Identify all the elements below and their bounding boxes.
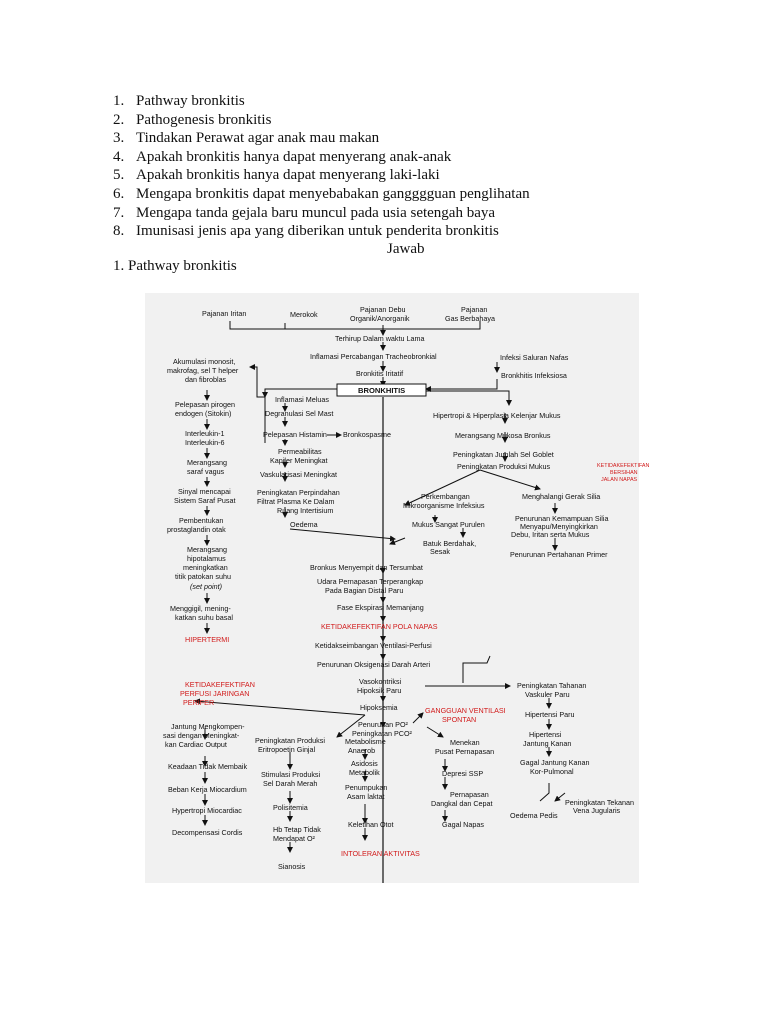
section-title: 1. Pathway bronkitis bbox=[113, 258, 237, 274]
label-midleft-0: Inflamasi Meluas bbox=[275, 395, 329, 404]
label-center-13: SPONTAN bbox=[442, 715, 477, 724]
question-item bbox=[113, 92, 530, 111]
label-bronkhitis: BRONKHITIS bbox=[358, 386, 406, 395]
label-bm-0: Peningkatan Produksi bbox=[255, 736, 325, 745]
label-right-2: Peningkatan Jumlah Sel Goblet bbox=[453, 450, 554, 459]
label-hipertermi: HIPERTERMI bbox=[185, 635, 230, 644]
label-bl-5: kan Cardiac Output bbox=[165, 740, 227, 749]
label-midleft-8: Filtrat Plasma Ke Dalam bbox=[257, 497, 335, 506]
question-number: 7. bbox=[113, 204, 125, 221]
label-bm-18: Depresi SSP bbox=[442, 769, 484, 778]
label-merokok: Merokok bbox=[290, 310, 318, 319]
label-br-8: Vena Jugularis bbox=[573, 806, 621, 815]
label-pajanan-iritan: Pajanan Iritan bbox=[202, 309, 247, 318]
label-left-14: hipotalamus bbox=[187, 554, 226, 563]
label-center-0: Bronkus Menyempit dan Tersumbat bbox=[310, 563, 423, 572]
question-number: 3. bbox=[113, 130, 125, 147]
label-left-11: Pembentukan bbox=[179, 516, 224, 525]
label-midleft-7: Peningkatan Perpindahan bbox=[257, 488, 340, 497]
label-bronkitis-infeksiosa: Bronkhitis Infeksiosa bbox=[501, 371, 567, 380]
label-right-13: Penurunan Kemampuan Silia bbox=[515, 514, 609, 523]
question-number: 4. bbox=[113, 148, 125, 165]
label-right-5: BERSIHAN bbox=[610, 470, 638, 476]
label-left-17: (set point) bbox=[190, 582, 222, 591]
label-bronkitis-iritatif: Bronkitis Iritatif bbox=[356, 369, 404, 378]
label-bm-20: Dangkal dan Cepat bbox=[431, 799, 493, 808]
question-item bbox=[113, 204, 530, 223]
label-bm-2: Stimulasi Produksi bbox=[261, 770, 321, 779]
label-right-6: JALAN NAPAS bbox=[601, 477, 638, 483]
answer-heading: Jawab bbox=[387, 241, 425, 257]
label-terhirup: Terhirup Dalam waktu Lama bbox=[335, 334, 425, 343]
label-right-15: Debu, Iritan serta Mukus bbox=[511, 530, 590, 539]
question-text: Apakah bronkitis hanya dapat menyerang laki-laki bbox=[136, 167, 440, 184]
label-bm-14: Keletihan Otot bbox=[348, 820, 394, 829]
label-bl-1: PERFUSI JARINGAN bbox=[180, 689, 250, 698]
label-right-12: Menghalangi Gerak Silia bbox=[522, 492, 601, 501]
label-left-18: Menggigil, mening- bbox=[170, 604, 231, 613]
label-bm-4: Polisitemia bbox=[273, 803, 308, 812]
label-midleft-9: Ruang Intertisium bbox=[277, 506, 334, 515]
label-bl-4: sasi dengan Meningkat- bbox=[163, 731, 240, 740]
question-item bbox=[113, 222, 530, 241]
label-pajanan-debu-2: Organik/Anorganik bbox=[350, 314, 410, 323]
label-left-19: katkan suhu basal bbox=[175, 613, 233, 622]
label-right-9: Mukus Sangat Purulen bbox=[412, 520, 485, 529]
label-left-6: Interleukin-6 bbox=[185, 438, 225, 447]
label-center-6: Penurunan Oksigenasi Darah Arteri bbox=[317, 660, 431, 669]
label-left-13: Merangsang bbox=[187, 545, 227, 554]
label-left-16: titik patokan suhu bbox=[175, 572, 231, 581]
label-bl-0: KETIDAKEFEKTIFAN bbox=[185, 680, 255, 689]
label-br-2: Hipertensi Paru bbox=[525, 710, 575, 719]
label-bl-2: PERIFER bbox=[183, 698, 215, 707]
label-bl-7: Beban Kerja Miocardium bbox=[168, 785, 247, 794]
label-left-7: Merangsang bbox=[187, 458, 227, 467]
label-center-12: GANGGUAN VENTILASI bbox=[425, 706, 506, 715]
label-bm-5: Hb Tetap Tidak bbox=[273, 825, 321, 834]
label-center-7: Vasokontriksi bbox=[359, 677, 402, 686]
label-bl-6: Keadaan Tidak Membaik bbox=[168, 762, 248, 771]
label-bm-9: Anaerob bbox=[348, 746, 376, 755]
question-number: 5. bbox=[113, 167, 125, 184]
question-item bbox=[113, 185, 530, 204]
label-bm-12: Penumpukan bbox=[345, 783, 388, 792]
label-right-1: Merangsang Mukosa Bronkus bbox=[455, 431, 551, 440]
question-list bbox=[113, 92, 530, 241]
label-left-12: prostaglandin otak bbox=[167, 525, 226, 534]
label-left-2: dan fibroblas bbox=[185, 375, 227, 384]
label-br-7: Peningkatan Tekanan bbox=[565, 798, 635, 807]
label-midleft-5: Kapiler Meningkat bbox=[270, 456, 328, 465]
label-bl-3: Jantung Mengkompen- bbox=[171, 722, 245, 731]
question-text: Mengapa bronkitis dapat menyebabakan gangggguan penglihatan bbox=[136, 185, 530, 202]
label-bm-10: Asidosis bbox=[351, 759, 378, 768]
question-text: Mengapa tanda gejala baru muncul pada usia setengah baya bbox=[136, 204, 496, 221]
label-br-4: Jantung Kanan bbox=[523, 739, 572, 748]
label-center-3: Fase Ekspirasi Memanjang bbox=[337, 603, 424, 612]
label-left-3: Pelepasan pirogen bbox=[175, 400, 235, 409]
label-midleft-2: Pelepasan Histamin bbox=[263, 430, 327, 439]
label-left-5: Interleukin-1 bbox=[185, 429, 225, 438]
question-number: 1. bbox=[113, 93, 125, 109]
label-bm-6: Mendapat O² bbox=[273, 834, 315, 843]
label-pajanan-gas-2: Gas Berbahaya bbox=[445, 314, 495, 323]
label-bm-8: Metabolisme bbox=[345, 737, 386, 746]
question-text: Tindakan Perawat agar anak mau makan bbox=[136, 130, 380, 147]
label-center-10: Penurunan PO² bbox=[358, 720, 408, 729]
question-item bbox=[113, 166, 530, 185]
label-midleft-4: Permeabilitas bbox=[278, 447, 322, 456]
label-left-9: Sinyal mencapai bbox=[178, 487, 231, 496]
question-item bbox=[113, 148, 530, 167]
question-text: Imunisasi jenis apa yang diberikan untuk penderita bronkitis bbox=[136, 223, 499, 240]
label-infeksi-saluran: Infeksi Saluran Nafas bbox=[500, 353, 569, 362]
label-left-4: endogen (Sitokin) bbox=[175, 409, 232, 418]
label-bl-9: Decompensasi Cordis bbox=[172, 828, 243, 837]
label-bm-15: INTOLERAN AKTIVITAS bbox=[341, 849, 420, 858]
label-br-5: Gagal Jantung Kanan bbox=[520, 758, 590, 767]
label-right-3: Peningkatan Produksi Mukus bbox=[457, 462, 551, 471]
pathway-diagram-svg bbox=[145, 293, 650, 883]
label-pajanan-gas: Pajanan bbox=[461, 305, 488, 314]
label-center-2: Pada Bagian Distal Paru bbox=[325, 586, 404, 595]
question-text: Pathogenesis bronkitis bbox=[136, 111, 272, 128]
label-center-4: KETIDAKEFEKTIFAN POLA NAPAS bbox=[321, 622, 438, 631]
label-inflamasi: Inflamasi Percabangan Tracheobronkial bbox=[310, 352, 437, 361]
label-right-8: Mikroorganisme Infeksius bbox=[403, 501, 485, 510]
label-br-3: Hipertensi bbox=[529, 730, 562, 739]
label-bm-1: Eritropoetin Ginjal bbox=[258, 745, 316, 754]
label-pajanan-debu: Pajanan Debu bbox=[360, 305, 406, 314]
label-bm-11: Metabolik bbox=[349, 768, 380, 777]
label-right-14: Menyapu/Menyingkirkan bbox=[520, 522, 598, 531]
label-right-7: Perkembangan bbox=[421, 492, 470, 501]
label-left-8: saraf vagus bbox=[187, 467, 225, 476]
label-midleft-10: Oedema bbox=[290, 520, 318, 529]
question-text: Pathway bronkitis bbox=[136, 93, 245, 109]
question-number: 8. bbox=[113, 223, 125, 240]
label-bm-19: Pernapasan bbox=[450, 790, 489, 799]
label-br-9: Oedema Pedis bbox=[510, 811, 558, 820]
label-center-11: Peningkatan PCO² bbox=[352, 729, 412, 738]
label-center-8: Hipoksik Paru bbox=[357, 686, 402, 695]
label-left-15: meningkatkan bbox=[183, 563, 228, 572]
label-center-1: Udara Pernapasan Terperangkap bbox=[317, 577, 424, 586]
question-item bbox=[113, 111, 530, 130]
label-right-0: Hipertropi & Hiperplasia Kelenjar Mukus bbox=[433, 411, 561, 420]
label-bm-21: Gagal Napas bbox=[442, 820, 484, 829]
question-number: 2. bbox=[113, 111, 125, 128]
label-bm-17: Pusat Pernapasan bbox=[435, 747, 495, 756]
label-bl-8: Hypertropi Miocardiac bbox=[172, 806, 242, 815]
label-right-10: Batuk Berdahak, bbox=[423, 539, 477, 548]
label-midleft-6: Vaskularisasi Meningkat bbox=[260, 470, 337, 479]
label-left-1: makrofag, sel T helper bbox=[167, 366, 239, 375]
question-number: 6. bbox=[113, 185, 125, 202]
question-text: Apakah bronkitis hanya dapat menyerang anak-anak bbox=[136, 148, 452, 165]
label-midleft-1: Degranulasi Sel Mast bbox=[265, 409, 334, 418]
label-br-1: Vaskuler Paru bbox=[525, 690, 570, 699]
label-right-4: KETIDAKEFEKTIFAN bbox=[597, 463, 650, 469]
label-center-9: Hipoksemia bbox=[360, 703, 398, 712]
pathway-diagram bbox=[145, 293, 650, 883]
label-right-11: Sesak bbox=[430, 547, 450, 556]
question-item bbox=[113, 129, 530, 148]
label-br-0: Peningkatan Tahanan bbox=[517, 681, 587, 690]
label-bm-7: Sianosis bbox=[278, 862, 306, 871]
label-bm-16: Menekan bbox=[450, 738, 480, 747]
label-center-5: Ketidakseimbangan Ventilasi-Perfusi bbox=[315, 641, 432, 650]
label-br-6: Kor-Pulmonal bbox=[530, 767, 574, 776]
label-bm-13: Asam laktat bbox=[347, 792, 385, 801]
label-left-0: Akumulasi monosit, bbox=[173, 357, 236, 366]
label-midleft-3: Bronkospasme bbox=[343, 430, 391, 439]
label-left-10: Sistem Saraf Pusat bbox=[174, 496, 236, 505]
label-right-16: Penurunan Pertahanan Primer bbox=[510, 550, 608, 559]
label-bm-3: Sel Darah Merah bbox=[263, 779, 318, 788]
